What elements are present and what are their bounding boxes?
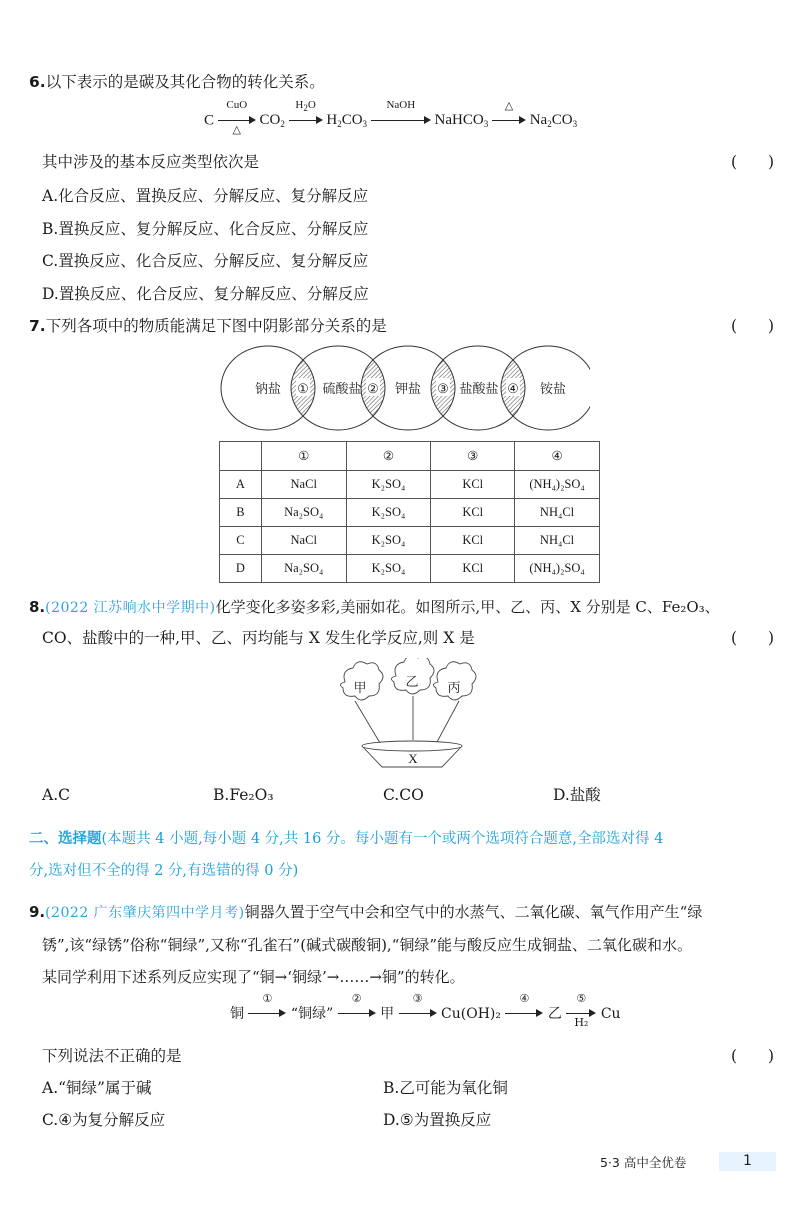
section2-title: 二、选择题 bbox=[29, 831, 102, 847]
q9-source: (2022 广东肇庆第四中学月考) bbox=[45, 905, 245, 921]
chain-node: 甲 bbox=[380, 1006, 395, 1022]
table-cell: C bbox=[220, 527, 262, 555]
table-cell: Na₂SO₄ bbox=[261, 499, 346, 527]
chain-node: “铜绿” bbox=[290, 1006, 334, 1022]
answer-blank[interactable]: ( ) bbox=[731, 317, 775, 335]
arrow-label-above: CuO bbox=[226, 99, 248, 111]
venn-marker-1: ① bbox=[297, 382, 309, 397]
table-cell: (NH₄)₂SO₄ bbox=[515, 555, 600, 583]
q9-stem-line3: 某同学利用下述系列反应实现了“铜→‘铜绿’→……→铜”的转化。 bbox=[42, 968, 465, 986]
flower-label-yi: 乙 bbox=[405, 675, 419, 690]
arrow-icon bbox=[218, 99, 256, 136]
q8-option-c[interactable]: C.CO bbox=[383, 786, 424, 804]
q6-equation bbox=[204, 99, 578, 136]
arrow-icon bbox=[371, 99, 431, 131]
table-cell: NaCl bbox=[261, 471, 346, 499]
chain-node: 铜 bbox=[230, 1006, 244, 1022]
q7-stem bbox=[29, 316, 387, 336]
eq-species: C bbox=[204, 112, 215, 129]
table-cell: KCl bbox=[431, 499, 515, 527]
step-marker: ④ bbox=[519, 992, 530, 1005]
q9-reaction-chain bbox=[230, 992, 621, 1029]
venn-marker-3: ③ bbox=[437, 382, 449, 397]
q9-stem-text: 铜器久置于空气中会和空气中的水蒸气、二氧化碳、氧气作用产生“绿 bbox=[244, 903, 703, 921]
q6-stem-text: 以下表示的是碳及其化合物的转化关系。 bbox=[45, 73, 325, 91]
q6-option-c[interactable]: C.置换反应、化合反应、分解反应、复分解反应 bbox=[42, 252, 369, 270]
table-row bbox=[220, 499, 600, 527]
eq-species: $Na_2CO_3$ bbox=[529, 112, 578, 130]
q6-option-b[interactable]: B.置换反应、复分解反应、化合反应、分解反应 bbox=[42, 220, 369, 238]
q6-question: 其中涉及的基本反应类型依次是 bbox=[42, 153, 260, 171]
flower-label-jia: 甲 bbox=[353, 681, 367, 696]
table-cell: KCl bbox=[431, 471, 515, 499]
table-row bbox=[220, 555, 600, 583]
arrow-icon bbox=[566, 992, 596, 1029]
table-row bbox=[220, 471, 600, 499]
q9-option-a[interactable]: A.“铜绿”属于碱 bbox=[42, 1079, 152, 1097]
q7-number: 7. bbox=[29, 317, 46, 335]
q8-source: (2022 江苏响水中学期中) bbox=[45, 600, 216, 616]
flower-stem bbox=[437, 701, 459, 742]
table-cell: ④ bbox=[515, 442, 600, 471]
venn-marker-2: ② bbox=[367, 382, 379, 397]
answer-blank[interactable]: ( ) bbox=[731, 1047, 775, 1065]
q9-number: 9. bbox=[29, 903, 46, 921]
section2-desc-line1: (本题共 4 小题,每小题 4 分,共 16 分。每小题有一个或两个选项符合题意,全部选对得 4 bbox=[101, 831, 664, 847]
arrow-label-above: NaOH bbox=[386, 99, 416, 111]
table-cell: NaCl bbox=[261, 527, 346, 555]
table-cell: KCl bbox=[431, 555, 515, 583]
venn-label-sulfate: 硫酸盐 bbox=[322, 382, 362, 397]
venn-label-sodium-salt: 钠盐 bbox=[254, 382, 282, 397]
table-cell: NH₄Cl bbox=[515, 527, 600, 555]
page-number: 1 bbox=[719, 1152, 776, 1171]
table-cell: ① bbox=[261, 442, 346, 471]
table-cell: KCl bbox=[431, 527, 515, 555]
section2-desc-line2: 分,选对但不全的得 2 分,有选错的得 0 分) bbox=[29, 863, 299, 879]
table-cell: K₂SO₄ bbox=[346, 471, 431, 499]
pot-rim bbox=[362, 741, 462, 751]
table-cell: K₂SO₄ bbox=[346, 555, 431, 583]
q8-option-a[interactable]: A.C bbox=[42, 786, 70, 804]
q7-stem-text: 下列各项中的物质能满足下图中阴影部分关系的是 bbox=[45, 317, 387, 335]
q6-stem bbox=[29, 72, 325, 92]
eq-species: $CO_2$ bbox=[259, 112, 285, 130]
table-cell: NH₄Cl bbox=[515, 499, 600, 527]
table-cell: B bbox=[220, 499, 262, 527]
heat-symbol: △ bbox=[504, 100, 514, 112]
q9-question: 下列说法不正确的是 bbox=[42, 1047, 182, 1065]
eq-species: NaHCO$_3$ bbox=[434, 112, 489, 130]
q9-option-b[interactable]: B.乙可能为氧化铜 bbox=[383, 1079, 508, 1097]
q8-option-d[interactable]: D.盐酸 bbox=[553, 786, 601, 804]
chain-node: 乙 bbox=[547, 1006, 562, 1022]
arrow-icon bbox=[289, 99, 323, 131]
step-marker: ② bbox=[351, 992, 362, 1005]
arrow-icon bbox=[492, 100, 526, 131]
venn-label-chloride: 盐酸盐 bbox=[459, 382, 499, 397]
flower-pot-diagram bbox=[335, 658, 485, 768]
step-marker: ③ bbox=[412, 992, 423, 1005]
section2-header bbox=[29, 829, 663, 849]
q9-option-d[interactable]: D.⑤为置换反应 bbox=[383, 1111, 492, 1129]
table-row bbox=[220, 527, 600, 555]
table-cell: K₂SO₄ bbox=[346, 527, 431, 555]
q7-table bbox=[219, 441, 600, 583]
q8-option-b[interactable]: B.Fe₂O₃ bbox=[213, 786, 274, 804]
table-cell: ③ bbox=[431, 442, 515, 471]
q9-stem-line2: 锈”,该“绿锈”俗称“铜绿”,又称“孔雀石”(碱式碳酸铜),“铜绿”能与酸反应生成铜盐、二氧化碳和水。 bbox=[42, 936, 693, 954]
arrow-icon bbox=[505, 992, 543, 1024]
q6-number: 6. bbox=[29, 73, 46, 91]
step-marker: ⑤ bbox=[576, 992, 587, 1005]
venn-label-potassium-salt: 钾盐 bbox=[394, 382, 422, 397]
table-cell: (NH₄)₂SO₄ bbox=[515, 471, 600, 499]
q8-stem-line2: CO、盐酸中的一种,甲、乙、丙均能与 X 发生化学反应,则 X 是 bbox=[42, 629, 475, 647]
pot-label-x: X bbox=[408, 751, 418, 766]
q6-option-a[interactable]: A.化合反应、置换反应、分解反应、复分解反应 bbox=[42, 187, 369, 205]
table-cell: D bbox=[220, 555, 262, 583]
table-cell: ② bbox=[346, 442, 431, 471]
table-cell: A bbox=[220, 471, 262, 499]
q8-number: 8. bbox=[29, 598, 46, 616]
venn-marker-4: ④ bbox=[507, 382, 519, 397]
step-reagent: H₂ bbox=[574, 1016, 589, 1029]
flower-label-bing: 丙 bbox=[447, 681, 461, 696]
q6-option-d[interactable]: D.置换反应、化合反应、复分解反应、分解反应 bbox=[42, 285, 369, 303]
answer-blank[interactable]: ( ) bbox=[731, 629, 775, 647]
q8-stem-text: 化学变化多姿多彩,美丽如花。如图所示,甲、乙、丙、X 分别是 C、Fe₂O₃、 bbox=[215, 598, 720, 616]
venn-label-ammonium-salt: 铵盐 bbox=[539, 382, 567, 397]
chain-node: Cu bbox=[600, 1006, 621, 1022]
chain-node: Cu(OH)₂ bbox=[441, 1006, 501, 1022]
venn-diagram bbox=[220, 342, 590, 434]
flower-stem bbox=[355, 701, 380, 743]
arrow-icon bbox=[399, 992, 437, 1024]
arrow-icon bbox=[248, 992, 286, 1024]
q9-stem-line1 bbox=[29, 902, 702, 923]
q8-stem-line1 bbox=[29, 597, 720, 618]
arrow-label-above: $H_2O$ bbox=[295, 99, 316, 113]
table-cell: K₂SO₄ bbox=[346, 499, 431, 527]
table-cell bbox=[220, 442, 262, 471]
q9-option-c[interactable]: C.④为复分解反应 bbox=[42, 1111, 166, 1129]
step-marker: ① bbox=[262, 992, 273, 1005]
heat-symbol: △ bbox=[232, 124, 241, 136]
table-header-row bbox=[220, 442, 600, 471]
arrow-icon bbox=[338, 992, 376, 1024]
eq-species: $H_2CO_3$ bbox=[326, 112, 368, 130]
table-cell: Na₂SO₄ bbox=[261, 555, 346, 583]
footer-brand: 5·3 高中全优卷 bbox=[600, 1155, 687, 1170]
answer-blank[interactable]: ( ) bbox=[731, 153, 775, 171]
